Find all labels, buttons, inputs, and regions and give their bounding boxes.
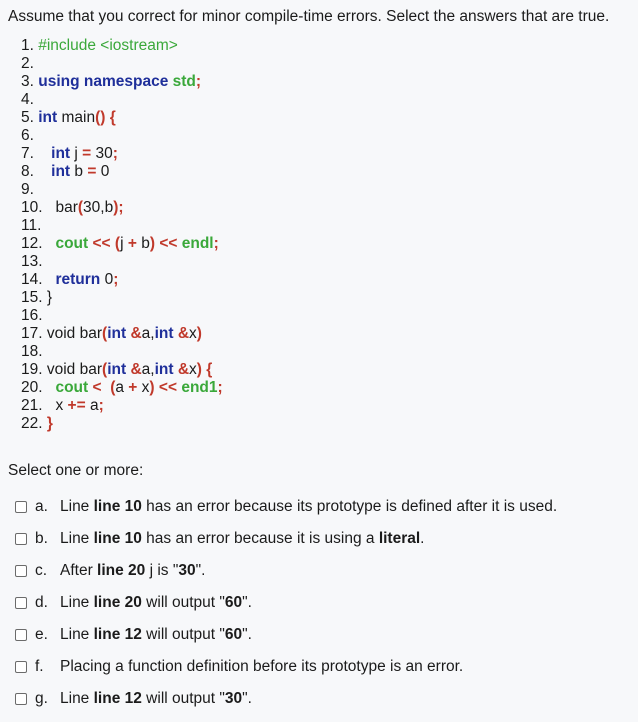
line-number: 9. [21, 181, 34, 198]
code-token: ) [196, 325, 202, 342]
code-line [21, 109, 223, 127]
answer-option-d[interactable] [15, 587, 557, 619]
code-token: using namespace [38, 73, 173, 90]
line-number: 11. [21, 217, 42, 234]
code-token: x [189, 361, 197, 378]
code-token: & [177, 325, 190, 342]
code-line [21, 55, 223, 73]
answer-text-bold: line 12 [93, 690, 142, 707]
code-token: int [154, 361, 174, 378]
code-token: int [51, 163, 71, 180]
code-token: ; [217, 379, 223, 396]
code-line [21, 199, 223, 217]
code-token: } [46, 289, 53, 306]
code-token: int [107, 325, 127, 342]
code-token: std [172, 73, 196, 90]
code-line [21, 91, 223, 109]
code-line [21, 343, 223, 361]
code-line [21, 397, 223, 415]
code-token: cout [55, 379, 89, 396]
code-token: ) [149, 235, 156, 252]
code-token: 30,b [83, 199, 114, 216]
answer-text-bold: line 20 [97, 562, 146, 579]
code-line [21, 181, 223, 199]
line-number: 20. [21, 379, 56, 396]
code-token: ; [213, 235, 219, 252]
code-token: ; [195, 73, 202, 90]
code-token: { [206, 361, 213, 378]
answer-option-a[interactable] [15, 491, 557, 523]
answer-text-part: After [60, 562, 98, 579]
code-token: 30 [91, 145, 113, 162]
code-token: a, [141, 325, 155, 342]
select-instruction: Select one or more: [8, 462, 144, 479]
code-token: ( [77, 199, 84, 216]
answer-text-part: Line [60, 530, 94, 547]
code-token [102, 379, 111, 396]
code-token: ; [98, 397, 104, 414]
line-number: 7. [21, 145, 52, 162]
answer-letter: e. [35, 626, 48, 643]
checkbox[interactable] [15, 597, 27, 609]
line-number: 12. [21, 235, 56, 252]
answer-text-part: will output " [141, 690, 225, 707]
code-token: = [87, 163, 97, 180]
code-token: end1 [181, 379, 218, 396]
answer-letter: f. [35, 658, 44, 675]
code-token: ( [102, 325, 108, 342]
code-token: x [55, 397, 68, 414]
code-token: void bar [46, 325, 103, 342]
code-token: j [70, 145, 83, 162]
code-line [21, 127, 223, 145]
code-token: int [107, 361, 127, 378]
code-token: & [130, 325, 142, 342]
answer-text-part: Line [60, 690, 94, 707]
answer-text[interactable] [60, 530, 424, 548]
answer-text-bold: 60 [224, 594, 243, 611]
answer-text-part: will output " [141, 594, 225, 611]
code-token: a [85, 397, 99, 414]
code-line [21, 361, 223, 379]
answer-letter: c. [35, 562, 48, 579]
answer-text-bold: line 12 [93, 626, 142, 643]
checkbox[interactable] [15, 533, 27, 545]
answer-text-part: Line [60, 498, 94, 515]
answer-text-part: will output " [141, 626, 225, 643]
answer-text[interactable] [60, 498, 557, 516]
answer-text[interactable] [60, 658, 463, 676]
answer-text-part: has an error because it is using a [141, 530, 379, 547]
code-line [21, 325, 223, 343]
line-number: 21. [21, 397, 56, 414]
answer-text-bold: 30 [224, 690, 243, 707]
answer-text[interactable] [60, 594, 252, 612]
question-text: Assume that you correct for minor compile-time errors. Select the answers that are true. [8, 8, 610, 25]
code-token: < [92, 379, 102, 396]
code-token: ) [196, 361, 202, 378]
answer-text-part: Placing a function definition before its prototype is an error. [60, 658, 464, 675]
code-line [21, 289, 223, 307]
line-number: 3. [21, 73, 39, 90]
code-line [21, 37, 223, 55]
answer-text-bold: 30 [178, 562, 196, 579]
answer-text-bold: literal [378, 530, 421, 547]
code-token: endl [181, 235, 214, 252]
code-token: () [95, 109, 106, 126]
code-token: << [92, 235, 111, 252]
answer-text-part: has an error because its prototype is defined after it is used. [141, 498, 558, 515]
line-number: 2. [21, 55, 34, 72]
answer-letter: a. [35, 498, 48, 515]
answer-text[interactable] [60, 626, 252, 644]
code-line [21, 307, 223, 325]
code-listing [21, 37, 223, 433]
code-token: int [154, 325, 174, 342]
answer-option-g[interactable] [15, 683, 557, 715]
code-token: ( [110, 379, 116, 396]
code-token: & [177, 361, 190, 378]
code-token: int [38, 109, 58, 126]
code-token: b [136, 235, 150, 252]
answer-text-bold: line 20 [93, 594, 142, 611]
code-token: ; [113, 271, 119, 288]
answer-text-part: Line [60, 626, 94, 643]
answer-text-bold: line 10 [93, 498, 142, 515]
code-token: } [46, 415, 53, 432]
line-number: 14. [21, 271, 56, 288]
code-token: x [137, 379, 150, 396]
code-token: << [158, 379, 178, 396]
code-token: = [82, 145, 92, 162]
checkbox[interactable] [15, 693, 27, 705]
code-token: + [127, 235, 137, 252]
code-token: a, [141, 361, 155, 378]
code-token: return [55, 271, 101, 288]
code-token: j [120, 235, 128, 252]
answer-letter: d. [35, 594, 48, 611]
answer-text-part: ". [242, 594, 252, 611]
code-token: ); [113, 199, 124, 216]
checkbox[interactable] [15, 501, 27, 513]
code-token: << [159, 235, 178, 252]
code-token: += [67, 397, 86, 414]
code-token: bar [55, 199, 78, 216]
answer-text-part: ". [195, 562, 206, 579]
line-number: 10. [21, 199, 56, 216]
answer-option-c[interactable] [15, 555, 557, 587]
answer-text-part: ". [242, 626, 252, 643]
answer-option-e[interactable] [15, 619, 557, 651]
answer-option-b[interactable] [15, 523, 557, 555]
code-token: 0 [96, 163, 110, 180]
line-number: 1. [21, 37, 39, 54]
code-token: #include <iostream> [38, 37, 178, 54]
line-number: 17. [21, 325, 47, 342]
line-number: 18. [21, 343, 43, 360]
answer-text-part: ". [242, 690, 252, 707]
answer-options [15, 491, 557, 715]
answer-text-part: j is " [145, 562, 179, 579]
answer-text-bold: 60 [224, 626, 243, 643]
code-line [21, 217, 223, 235]
code-line [21, 415, 223, 433]
code-token: a [115, 379, 129, 396]
checkbox[interactable] [15, 661, 27, 673]
code-token: main [57, 109, 96, 126]
code-token: cout [55, 235, 89, 252]
code-token: 0 [100, 271, 114, 288]
answer-text-bold: line 10 [93, 530, 142, 547]
code-token: + [128, 379, 138, 396]
answer-letter: g. [35, 690, 48, 707]
code-line [21, 253, 223, 271]
code-token: & [130, 361, 142, 378]
answer-letter: b. [35, 530, 48, 547]
code-token: { [109, 109, 116, 126]
code-token: ) [149, 379, 155, 396]
code-token: b [70, 163, 88, 180]
code-token: ( [114, 235, 121, 252]
line-number: 6. [21, 127, 34, 144]
line-number: 8. [21, 163, 52, 180]
answer-text[interactable] [60, 690, 252, 708]
code-token: void bar [46, 361, 103, 378]
line-number: 16. [21, 307, 43, 324]
code-line [21, 235, 223, 253]
code-line [21, 379, 223, 397]
code-line [21, 271, 223, 289]
answer-text-part: . [420, 530, 425, 547]
code-token: int [51, 145, 71, 162]
checkbox[interactable] [15, 565, 27, 577]
line-number: 4. [21, 91, 34, 108]
answer-text[interactable] [60, 562, 205, 580]
code-token: ; [112, 145, 118, 162]
line-number: 13. [21, 253, 43, 270]
line-number: 5. [21, 109, 39, 126]
code-line [21, 163, 223, 181]
code-line [21, 73, 223, 91]
checkbox[interactable] [15, 629, 27, 641]
line-number: 15. [21, 289, 47, 306]
line-number: 22. [21, 415, 47, 432]
code-line [21, 145, 223, 163]
answer-option-f[interactable] [15, 651, 557, 683]
answer-text-part: Line [60, 594, 94, 611]
line-number: 19. [21, 361, 47, 378]
code-token: x [189, 325, 197, 342]
code-token: ( [102, 361, 108, 378]
